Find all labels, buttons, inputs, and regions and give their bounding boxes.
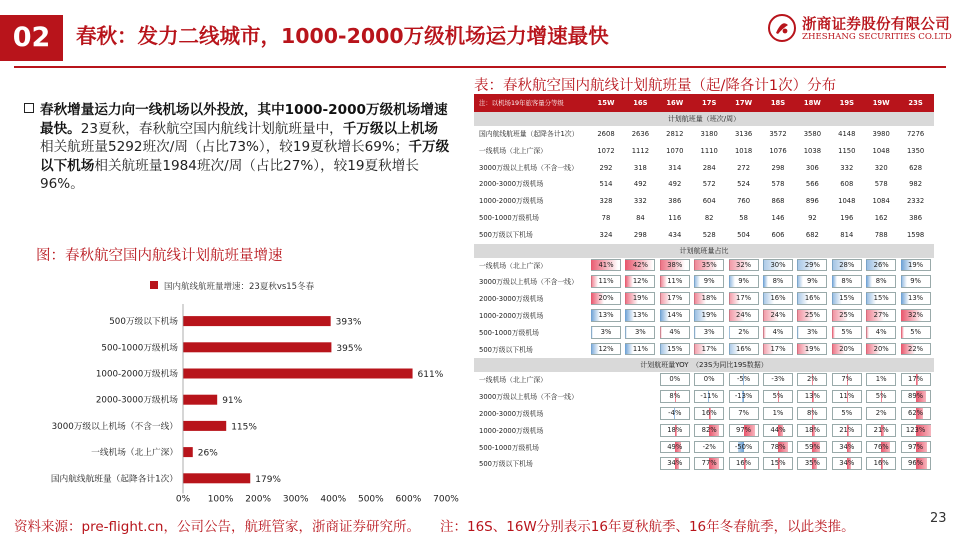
- bar: [183, 316, 331, 326]
- yoy-value: 16%: [701, 408, 717, 417]
- share-value: 13%: [632, 310, 648, 319]
- table-cell: 434: [668, 230, 682, 239]
- table-section-title: 计划航班量YOY （23S为同比19S数据）: [474, 358, 934, 372]
- key-point-emphasis: 千万级以上机场: [342, 120, 438, 137]
- table-cell: 4148: [838, 130, 856, 138]
- yoy-value: 18%: [667, 425, 683, 434]
- yoy-value: 34%: [839, 442, 855, 451]
- share-value: 15%: [839, 294, 855, 303]
- table-cell: 3580: [803, 130, 822, 138]
- company-logo: [768, 12, 952, 48]
- x-tick-label: 700%: [433, 494, 459, 505]
- table-cell: 1350: [906, 146, 925, 155]
- yoy-value: 97%: [908, 442, 924, 451]
- table-row: [474, 143, 934, 160]
- column-header: 18W: [803, 99, 821, 107]
- share-value: 16%: [804, 294, 820, 303]
- table-cell: 116: [668, 213, 682, 222]
- row-label: 500万级以下机场: [479, 460, 533, 469]
- yoy-value: 2%: [875, 408, 887, 417]
- table-cell: 492: [633, 180, 647, 189]
- table-cell: 606: [771, 230, 785, 239]
- row-label: 2000-3000万级机场: [479, 409, 544, 418]
- table-cell: 320: [874, 163, 888, 172]
- bar-value-label: 91%: [222, 396, 243, 407]
- table-cell: 1112: [631, 146, 650, 155]
- row-label: 国内航线航班量（起降各计1次）: [479, 130, 579, 138]
- key-point-paragraph: [40, 101, 450, 194]
- yoy-value: 77%: [701, 459, 717, 468]
- yoy-value: 62%: [908, 408, 924, 417]
- table-cell: 292: [599, 163, 613, 172]
- legend-swatch: [150, 281, 158, 289]
- table-cell: 814: [840, 230, 854, 239]
- share-value: 3%: [634, 327, 646, 336]
- share-value: 19%: [701, 310, 717, 319]
- yoy-value: 15%: [770, 459, 786, 468]
- share-value: 11%: [632, 344, 648, 353]
- bar-value-label: 395%: [336, 343, 363, 354]
- table-cell: 162: [874, 213, 888, 222]
- table-row: [474, 193, 934, 210]
- table-cell: 528: [702, 230, 716, 239]
- table-cell: 3572: [769, 130, 787, 138]
- table-cell: 78: [601, 213, 611, 222]
- yoy-value: 21%: [873, 425, 889, 434]
- table-cell: 2636: [631, 130, 650, 138]
- table-cell: 196: [840, 213, 854, 222]
- category-label: 一线机场（北上广深）: [91, 448, 178, 459]
- share-value: 9%: [910, 277, 921, 286]
- share-value: 20%: [873, 344, 889, 353]
- legend-label: 国内航线航班量增速：23夏秋vs15冬春: [164, 282, 315, 292]
- column-header: 16S: [633, 99, 648, 107]
- share-value: 8%: [841, 277, 853, 286]
- table-section-title: 计划航班量占比: [474, 244, 934, 258]
- yoy-value: 97%: [736, 425, 752, 434]
- table-cell: 628: [909, 163, 923, 172]
- yoy-value: 2%: [806, 375, 818, 384]
- table-cell: 318: [633, 163, 647, 172]
- yoy-value: 8%: [669, 392, 681, 401]
- footnote: 注：16S、16W分别表示16年夏秋航季、16年冬春航季，以此类推。: [440, 519, 855, 535]
- table-cell: 566: [805, 180, 819, 189]
- share-value: 13%: [908, 294, 924, 303]
- share-value: 32%: [908, 310, 924, 319]
- yoy-value: 7%: [738, 408, 749, 417]
- category-label: 国内航线航班量（起降各计1次）: [50, 474, 178, 485]
- yoy-value: 35%: [804, 459, 820, 468]
- share-value: 32%: [736, 260, 752, 269]
- table-cell: 82: [704, 213, 714, 222]
- yoy-value: 59%: [804, 442, 820, 451]
- share-value: 42%: [632, 260, 648, 269]
- source-note: 资料来源：pre-flight.cn，公司公告，航班管家，浙商证券研究所。: [14, 519, 420, 535]
- table-row: [474, 406, 934, 423]
- key-point-text: 相关航班量1984班次/周（占比27%），较19夏秋增长96%。: [40, 157, 419, 193]
- share-value: 5%: [910, 327, 921, 336]
- column-header: 23S: [908, 99, 923, 107]
- yoy-value: -3%: [771, 375, 785, 384]
- category-label: 500万级以下机场: [109, 317, 178, 328]
- share-value: 20%: [598, 294, 614, 303]
- table-cell: 896: [805, 197, 819, 206]
- bar-value-label: 611%: [417, 370, 444, 380]
- table-cell: 386: [909, 213, 923, 222]
- yoy-value: 18%: [804, 425, 820, 434]
- x-tick-label: 600%: [395, 494, 422, 505]
- yoy-value: 1%: [772, 408, 784, 417]
- table-cell: 868: [771, 197, 785, 206]
- table-cell: 1048: [838, 197, 856, 206]
- share-value: 35%: [701, 260, 717, 269]
- yoy-value: 17%: [908, 375, 924, 384]
- table-cell: 92: [808, 213, 817, 222]
- share-value: 4%: [875, 327, 887, 336]
- row-label: 一线机场（北上广深）: [479, 376, 547, 385]
- table-cell: 1110: [700, 146, 718, 155]
- share-value: 24%: [736, 310, 752, 319]
- share-value: 3%: [806, 327, 818, 336]
- bar-value-label: 179%: [255, 474, 281, 485]
- bar: [183, 342, 331, 352]
- table-cell: 84: [636, 213, 645, 222]
- table-cell: 58: [739, 213, 748, 222]
- table-cell: 982: [909, 180, 923, 189]
- table-cell: 1150: [838, 146, 856, 155]
- table-row: [474, 372, 934, 389]
- category-label: 1000-2000万级机场: [95, 369, 178, 380]
- share-value: 16%: [770, 294, 786, 303]
- yoy-value: 21%: [839, 425, 855, 434]
- table-cell: 2812: [666, 130, 684, 138]
- table-section-title: 计划航班量（班次/周）: [474, 112, 934, 126]
- table-cell: 504: [737, 230, 751, 239]
- table-cell: 146: [771, 213, 785, 222]
- share-value: 30%: [770, 260, 786, 269]
- row-label: 500万级以下机场: [479, 230, 533, 239]
- share-value: 24%: [770, 310, 786, 319]
- share-value: 12%: [632, 277, 648, 286]
- column-header: 18S: [770, 99, 786, 107]
- share-value: 4%: [669, 327, 681, 336]
- row-label: 一线机场（北上广深）: [479, 261, 547, 270]
- share-value: 13%: [598, 310, 614, 319]
- bar-value-label: 393%: [335, 317, 362, 328]
- section-number-badge: 02: [0, 15, 63, 61]
- table-cell: 314: [668, 163, 682, 172]
- row-label: 500-1000万级机场: [479, 328, 539, 337]
- column-header: 16W: [666, 99, 684, 107]
- share-value: 16%: [736, 344, 752, 353]
- x-tick-label: 200%: [245, 494, 272, 505]
- share-value: 20%: [839, 344, 855, 353]
- share-value: 3%: [703, 327, 715, 336]
- table-cell: 524: [737, 180, 751, 189]
- table-cell: 284: [702, 163, 716, 172]
- x-tick-label: 0%: [175, 494, 191, 505]
- share-value: 11%: [667, 277, 683, 286]
- table-row: [474, 274, 934, 291]
- row-label: 1000-2000万级机场: [479, 426, 544, 435]
- yoy-value: -4%: [668, 408, 682, 417]
- table-cell: 1084: [872, 197, 890, 206]
- slide-title: 春秋：发力二线城市，1000-2000万级机场运力增速最快: [76, 24, 609, 48]
- row-label: 3000万级以上机场（不含一线）: [479, 393, 578, 402]
- share-value: 8%: [772, 277, 784, 286]
- bar: [183, 473, 250, 483]
- share-value: 12%: [598, 344, 614, 353]
- table-row: [474, 227, 934, 244]
- yoy-value: -5%: [736, 375, 751, 384]
- key-point-text: 23夏秋，春秋航空国内航线计划航班量中，: [80, 120, 343, 137]
- x-tick-label: 100%: [207, 494, 234, 505]
- share-value: 8%: [875, 277, 887, 286]
- share-value: 17%: [701, 344, 717, 353]
- table-cell: 1018: [734, 146, 753, 155]
- table-cell: 7276: [906, 130, 925, 138]
- yoy-value: -2%: [702, 442, 716, 451]
- chart-title: 图：春秋航空国内航线计划航班量增速: [36, 248, 283, 264]
- table-row: [474, 456, 934, 473]
- share-value: 5%: [841, 327, 853, 336]
- table-row: [474, 126, 934, 143]
- table-cell: 272: [737, 163, 751, 172]
- table-cell: 2332: [906, 197, 925, 206]
- table-cell: 578: [771, 180, 785, 189]
- row-label: 500-1000万级机场: [479, 213, 539, 222]
- x-tick-label: 500%: [357, 494, 384, 505]
- yoy-value: 16%: [736, 459, 752, 468]
- bar: [183, 421, 226, 431]
- table-cell: 572: [702, 180, 716, 189]
- header-divider: [14, 66, 946, 68]
- category-label: 2000-3000万级机场: [95, 395, 178, 406]
- table-cell: 1038: [803, 146, 822, 155]
- table-cell: 3136: [734, 130, 753, 138]
- table-cell: 298: [771, 163, 785, 172]
- bar: [183, 447, 193, 457]
- table-cell: 3180: [700, 130, 718, 138]
- yoy-value: 5%: [875, 392, 887, 401]
- logo-mark-icon: [768, 14, 796, 42]
- table-row: [474, 389, 934, 406]
- share-value: 17%: [770, 344, 786, 353]
- table-row: [474, 210, 934, 227]
- yoy-value: 78%: [770, 442, 786, 451]
- table-cell: 514: [599, 180, 613, 189]
- table-row: [474, 423, 934, 440]
- share-value: 41%: [598, 260, 614, 269]
- table-row: [474, 440, 934, 457]
- yoy-value: 82%: [701, 425, 717, 434]
- category-label: 3000万级以上机场（不含一线）: [51, 421, 178, 432]
- table-cell: 3980: [872, 130, 890, 138]
- column-header: 17S: [702, 99, 717, 107]
- share-value: 11%: [598, 277, 614, 286]
- bullet-square-icon: [24, 103, 34, 113]
- bar: [183, 369, 413, 379]
- table-cell: 332: [840, 163, 854, 172]
- table-cell: 492: [668, 180, 682, 189]
- row-label: 2000-3000万级机场: [479, 180, 544, 189]
- column-header: 15W: [597, 99, 615, 107]
- yoy-value: 5%: [772, 392, 784, 401]
- yoy-value: 1%: [875, 375, 887, 384]
- yoy-value: 8%: [806, 408, 818, 417]
- x-tick-label: 400%: [320, 494, 347, 505]
- table-cell: 682: [805, 230, 819, 239]
- yoy-value: 44%: [770, 425, 786, 434]
- share-value: 29%: [804, 260, 820, 269]
- table-cell: 324: [599, 230, 613, 239]
- table-cell: 328: [599, 197, 613, 206]
- flight-distribution-table: [474, 94, 934, 473]
- table-cell: 1070: [666, 146, 684, 155]
- table-row: [474, 308, 934, 325]
- share-value: 28%: [839, 260, 855, 269]
- row-label: 1000-2000万级机场: [479, 197, 544, 206]
- bar-value-label: 26%: [197, 448, 218, 459]
- row-label: 3000万级以上机场（不含一线）: [479, 163, 578, 172]
- share-value: 15%: [873, 294, 889, 303]
- x-tick-label: 300%: [282, 494, 309, 505]
- yoy-value: 5%: [841, 408, 853, 417]
- yoy-value: -50%: [734, 442, 753, 451]
- table-row: [474, 291, 934, 308]
- row-label: 一线机场（北上广深）: [479, 146, 547, 155]
- yoy-value: 76%: [873, 442, 889, 451]
- yoy-value: 13%: [804, 392, 820, 401]
- table-cell: 788: [874, 230, 888, 239]
- yoy-value: 0%: [703, 375, 715, 384]
- share-value: 25%: [839, 310, 855, 319]
- page-number: 23: [930, 511, 947, 526]
- table-cell: 306: [805, 163, 819, 172]
- row-label: 500-1000万级机场: [479, 443, 539, 452]
- table-row: [474, 342, 934, 359]
- share-value: 2%: [738, 327, 749, 336]
- row-label: 500万级以下机场: [479, 345, 533, 354]
- share-value: 25%: [804, 310, 820, 319]
- table-cell: 1076: [769, 146, 787, 155]
- share-value: 17%: [667, 294, 683, 303]
- yoy-value: 0%: [669, 375, 681, 384]
- bar-value-label: 115%: [231, 422, 257, 433]
- table-cell: 604: [702, 197, 716, 206]
- table-cell: 1048: [872, 146, 890, 155]
- yoy-value: 34%: [839, 459, 855, 468]
- table-cell: 578: [874, 180, 888, 189]
- table-row: [474, 160, 934, 177]
- table-row: [474, 176, 934, 193]
- table-cell: 298: [633, 230, 647, 239]
- share-value: 19%: [632, 294, 648, 303]
- share-value: 9%: [806, 277, 818, 286]
- share-value: 18%: [701, 294, 717, 303]
- share-value: 38%: [667, 260, 683, 269]
- table-cell: 608: [840, 180, 854, 189]
- logo-company-name: 浙商证券股份有限公司: [802, 17, 950, 33]
- table-row: [474, 258, 934, 275]
- table-cell: 2608: [597, 130, 615, 138]
- share-value: 22%: [908, 344, 924, 353]
- yoy-value: 123%: [905, 425, 926, 434]
- table-cell: 386: [668, 197, 682, 206]
- share-value: 14%: [667, 310, 683, 319]
- share-value: 9%: [738, 277, 749, 286]
- column-header: 19W: [872, 99, 890, 107]
- key-point-text: 相关航班量5292班次/周（占比73%），较19夏秋增长69%；: [40, 139, 409, 156]
- row-label: 1000-2000万级机场: [479, 311, 544, 320]
- yoy-value: -13%: [734, 392, 753, 401]
- table-row: [474, 325, 934, 342]
- yoy-value: 49%: [667, 442, 683, 451]
- share-value: 3%: [600, 327, 612, 336]
- table-cell: 1598: [906, 230, 925, 239]
- share-value: 26%: [873, 260, 889, 269]
- share-value: 15%: [667, 344, 683, 353]
- yoy-value: 7%: [841, 375, 853, 384]
- table-cell: 332: [633, 197, 647, 206]
- table-cell: 1072: [597, 146, 615, 155]
- share-value: 19%: [804, 344, 820, 353]
- share-value: 27%: [873, 310, 889, 319]
- logo-company-name-en: ZHESHANG SECURITIES CO.LTD: [802, 32, 952, 42]
- yoy-value: -11%: [700, 392, 718, 401]
- yoy-value: 16%: [873, 459, 889, 468]
- key-point-headline: 春秋增量运力向一线机场以外投放，其中1000-2000万级机场增速最快。: [40, 102, 448, 137]
- yoy-value: 96%: [908, 459, 924, 468]
- growth-bar-chart: [0, 268, 470, 508]
- table-header-row: [474, 94, 934, 112]
- table-title: 表：春秋航空国内航线计划航班量（起/降各计1次）分布: [474, 78, 837, 94]
- share-value: 17%: [736, 294, 752, 303]
- share-value: 4%: [772, 327, 784, 336]
- yoy-value: 11%: [839, 392, 855, 401]
- share-value: 19%: [908, 260, 924, 269]
- yoy-value: 89%: [908, 392, 924, 401]
- table-cell: 760: [737, 197, 751, 206]
- column-header: 17W: [735, 99, 753, 107]
- column-header: 19S: [839, 99, 854, 107]
- table-header-label: 注：以机场19年旅客量分等级: [479, 99, 564, 107]
- row-label: 2000-3000万级机场: [479, 295, 544, 304]
- category-label: 500-1000万级机场: [101, 343, 178, 354]
- key-point-emphasis: 千万级以下机场: [40, 139, 450, 174]
- yoy-value: 34%: [667, 459, 683, 468]
- row-label: 3000万级以上机场（不含一线）: [479, 278, 578, 287]
- share-value: 9%: [703, 277, 715, 286]
- bar: [183, 395, 217, 405]
